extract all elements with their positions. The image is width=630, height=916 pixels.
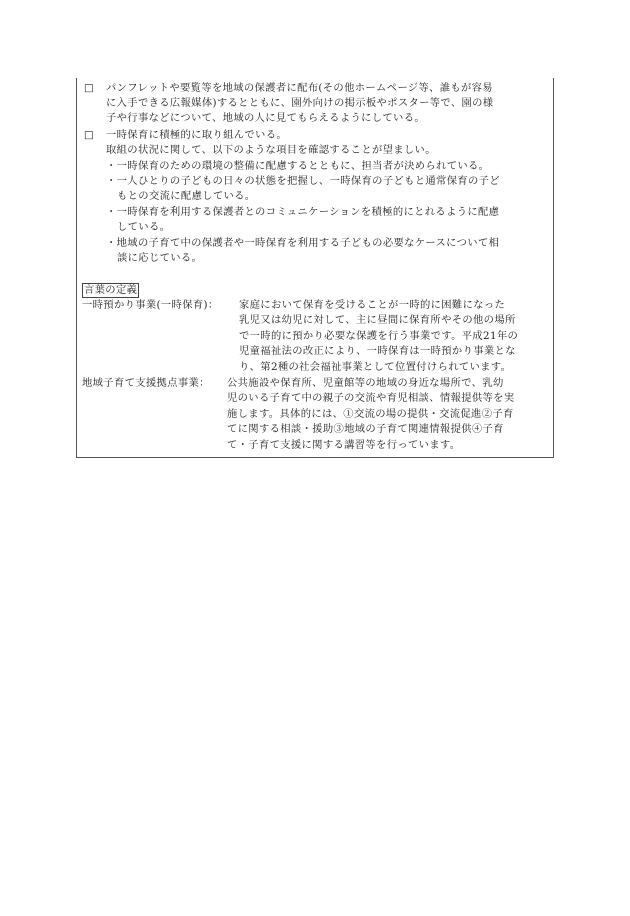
bullet-line: ・地域の子育て中の保護者や一時保育を利用する子どもの必要なケースについて相 [106, 237, 500, 249]
bullet-line: している。 [117, 221, 171, 233]
definition-line: 施します。具体的には、①交流の場の提供・交流促進②子育 [227, 408, 514, 420]
bullet-line: 談に応じている。 [117, 252, 203, 264]
definitions-title: 言葉の定義 [84, 284, 138, 296]
checkbox[interactable]: □ [84, 82, 94, 94]
bullet-line: もとの交流に配慮している。 [117, 190, 256, 202]
bullet-line: ・一時保育のための環境の整備に配慮するとともに、担当者が決められている。 [106, 160, 490, 172]
definition-line: 児のいる子育て中の親子の交流や育児相談、情報提供等を実 [227, 392, 515, 404]
checkbox[interactable]: □ [84, 129, 94, 141]
definition-term: 一時預かり事業(一時保育)： [82, 299, 219, 311]
item-line: 子や行事などについて、地域の人に見てもらえるようにしている。 [106, 112, 425, 124]
definition-line: で一時的に預かり必要な保護を行う事業です。平成21年の [239, 330, 519, 342]
item-line: パンフレットや要覧等を地域の保護者に配布(その他ホームページ等、誰もが容易 [106, 82, 493, 94]
definition-line: 乳児又は幼児に対して、主に昼間に保育所やその他の場所 [239, 314, 516, 326]
bullet-line: ・一時保育を利用する保護者とのコミュニケーションを積極的にとれるように配慮 [106, 206, 500, 218]
definition-line: 児童福祉法の改正により、一時保育は一時預かり事業とな [239, 345, 516, 357]
definition-line: て・子育て支援に関する講習等を行っています。 [227, 439, 461, 451]
intro-text: 取組の状況に関して、以下のような項目を確認することが望ましい。 [106, 144, 436, 156]
item-line: に入手できる広報媒体)するとともに、園外向けの掲示板やポスター等で、園の様 [106, 97, 494, 109]
definition-line: り、第2種の社会福祉事業として位置付けられています。 [239, 361, 512, 373]
definition-line: 公共施設や保育所、児童館等の地域の身近な場所で、乳幼 [227, 377, 504, 389]
definition-line: 家庭において保育を受けることが一時的に困難になった [239, 299, 506, 311]
definition-term: 地域子育て支援拠点事業： [82, 377, 210, 389]
definition-line: てに関する相談・援助③地域の子育て関連情報提供④子育 [227, 423, 504, 435]
bullet-line: ・一人ひとりの子どもの日々の状態を把握し、一時保育の子どもと通常保育の子ど [106, 175, 500, 187]
item-line: 一時保育に積極的に取り組んでいる。 [106, 129, 287, 141]
